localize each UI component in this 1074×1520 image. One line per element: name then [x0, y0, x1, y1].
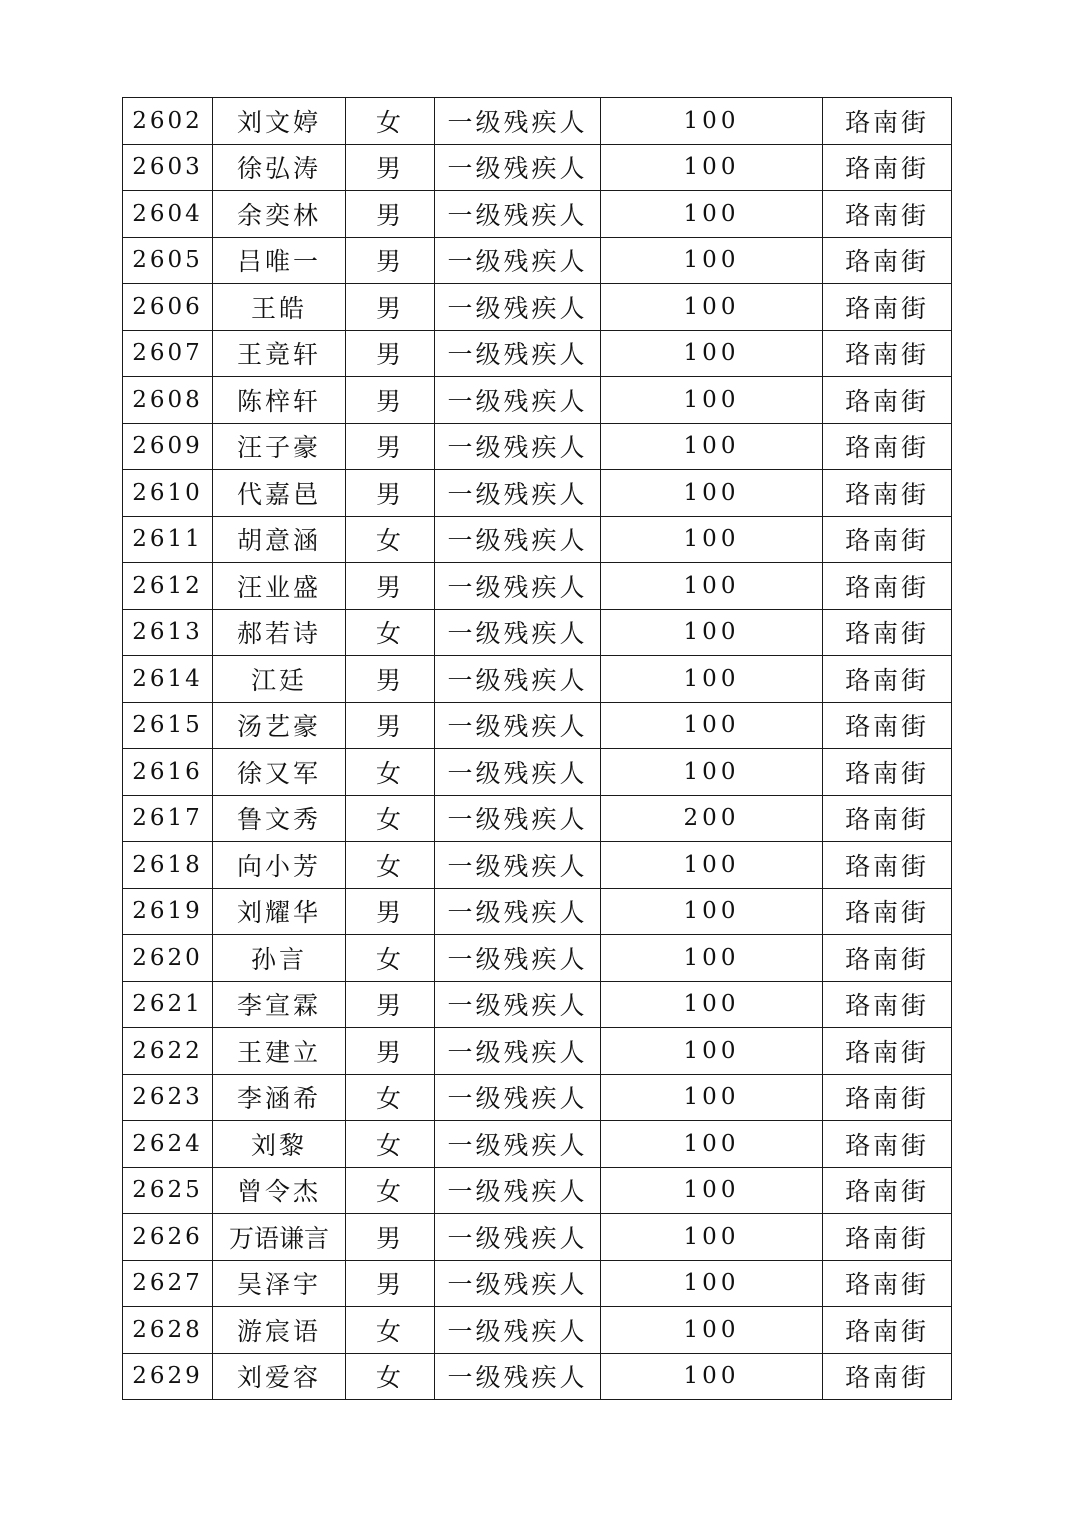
street-cell: 珞南街 [823, 423, 952, 470]
row-number-cell: 2614 [123, 656, 213, 703]
amount-cell: 100 [601, 1074, 823, 1121]
category-cell: 一级残疾人 [435, 656, 601, 703]
table-row [123, 656, 952, 703]
table-row [123, 377, 952, 424]
name-cell: 王竟轩 [213, 330, 346, 377]
name-cell: 鲁文秀 [213, 795, 346, 842]
table-row [123, 470, 952, 517]
row-number-cell: 2616 [123, 749, 213, 796]
table-row [123, 1307, 952, 1354]
row-number-cell: 2604 [123, 191, 213, 238]
category-cell: 一级残疾人 [435, 1353, 601, 1400]
category-cell: 一级残疾人 [435, 981, 601, 1028]
street-cell: 珞南街 [823, 609, 952, 656]
row-number-cell: 2622 [123, 1028, 213, 1075]
name-cell: 游宸语 [213, 1307, 346, 1354]
street-cell: 珞南街 [823, 1260, 952, 1307]
gender-cell: 女 [346, 1167, 435, 1214]
amount-cell: 100 [601, 284, 823, 331]
name-cell: 余奕林 [213, 191, 346, 238]
amount-cell: 100 [601, 516, 823, 563]
gender-cell: 女 [346, 1353, 435, 1400]
category-cell: 一级残疾人 [435, 609, 601, 656]
table-row [123, 191, 952, 238]
street-cell: 珞南街 [823, 191, 952, 238]
name-cell: 徐又军 [213, 749, 346, 796]
category-cell: 一级残疾人 [435, 842, 601, 889]
street-cell: 珞南街 [823, 1167, 952, 1214]
name-cell: 孙言 [213, 935, 346, 982]
table-row [123, 563, 952, 610]
street-cell: 珞南街 [823, 516, 952, 563]
row-number-cell: 2606 [123, 284, 213, 331]
table-row [123, 237, 952, 284]
gender-cell: 男 [346, 330, 435, 377]
category-cell: 一级残疾人 [435, 563, 601, 610]
category-cell: 一级残疾人 [435, 749, 601, 796]
name-cell: 汪子豪 [213, 423, 346, 470]
amount-cell: 100 [601, 144, 823, 191]
gender-cell: 女 [346, 516, 435, 563]
name-cell: 徐弘涛 [213, 144, 346, 191]
street-cell: 珞南街 [823, 284, 952, 331]
table-row [123, 1260, 952, 1307]
table-row [123, 842, 952, 889]
row-number-cell: 2610 [123, 470, 213, 517]
gender-cell: 男 [346, 1028, 435, 1075]
gender-cell: 男 [346, 423, 435, 470]
category-cell: 一级残疾人 [435, 237, 601, 284]
gender-cell: 女 [346, 609, 435, 656]
street-cell: 珞南街 [823, 981, 952, 1028]
category-cell: 一级残疾人 [435, 1307, 601, 1354]
category-cell: 一级残疾人 [435, 935, 601, 982]
table-row [123, 1353, 952, 1400]
row-number-cell: 2612 [123, 563, 213, 610]
amount-cell: 100 [601, 981, 823, 1028]
gender-cell: 男 [346, 470, 435, 517]
category-cell: 一级残疾人 [435, 702, 601, 749]
name-cell: 李涵希 [213, 1074, 346, 1121]
row-number-cell: 2627 [123, 1260, 213, 1307]
amount-cell: 100 [601, 935, 823, 982]
table-row [123, 981, 952, 1028]
name-cell: 汪业盛 [213, 563, 346, 610]
category-cell: 一级残疾人 [435, 423, 601, 470]
subsidy-table [122, 97, 952, 1400]
name-cell: 曾令杰 [213, 1167, 346, 1214]
row-number-cell: 2609 [123, 423, 213, 470]
table-row [123, 702, 952, 749]
amount-cell: 100 [601, 749, 823, 796]
name-cell: 吴泽宇 [213, 1260, 346, 1307]
gender-cell: 男 [346, 981, 435, 1028]
name-cell: 陈梓轩 [213, 377, 346, 424]
category-cell: 一级残疾人 [435, 98, 601, 145]
row-number-cell: 2605 [123, 237, 213, 284]
gender-cell: 女 [346, 749, 435, 796]
row-number-cell: 2602 [123, 98, 213, 145]
amount-cell: 100 [601, 888, 823, 935]
amount-cell: 100 [601, 1307, 823, 1354]
category-cell: 一级残疾人 [435, 1028, 601, 1075]
street-cell: 珞南街 [823, 1074, 952, 1121]
amount-cell: 200 [601, 795, 823, 842]
amount-cell: 100 [601, 191, 823, 238]
name-cell: 江廷 [213, 656, 346, 703]
amount-cell: 100 [601, 1260, 823, 1307]
name-cell: 刘黎 [213, 1121, 346, 1168]
gender-cell: 男 [346, 702, 435, 749]
street-cell: 珞南街 [823, 1028, 952, 1075]
name-cell: 代嘉邑 [213, 470, 346, 517]
street-cell: 珞南街 [823, 749, 952, 796]
gender-cell: 男 [346, 563, 435, 610]
category-cell: 一级残疾人 [435, 191, 601, 238]
street-cell: 珞南街 [823, 888, 952, 935]
amount-cell: 100 [601, 1167, 823, 1214]
amount-cell: 100 [601, 330, 823, 377]
row-number-cell: 2611 [123, 516, 213, 563]
gender-cell: 男 [346, 1214, 435, 1261]
gender-cell: 女 [346, 842, 435, 889]
category-cell: 一级残疾人 [435, 284, 601, 331]
amount-cell: 100 [601, 1353, 823, 1400]
row-number-cell: 2603 [123, 144, 213, 191]
row-number-cell: 2608 [123, 377, 213, 424]
amount-cell: 100 [601, 842, 823, 889]
name-cell: 王建立 [213, 1028, 346, 1075]
category-cell: 一级残疾人 [435, 1214, 601, 1261]
row-number-cell: 2623 [123, 1074, 213, 1121]
table-row [123, 144, 952, 191]
table-row [123, 1028, 952, 1075]
table-row [123, 1167, 952, 1214]
street-cell: 珞南街 [823, 1353, 952, 1400]
amount-cell: 100 [601, 1214, 823, 1261]
name-cell: 刘爱容 [213, 1353, 346, 1400]
gender-cell: 男 [346, 377, 435, 424]
street-cell: 珞南街 [823, 330, 952, 377]
table-row [123, 1214, 952, 1261]
row-number-cell: 2618 [123, 842, 213, 889]
gender-cell: 男 [346, 888, 435, 935]
table-row [123, 1074, 952, 1121]
row-number-cell: 2621 [123, 981, 213, 1028]
row-number-cell: 2625 [123, 1167, 213, 1214]
amount-cell: 100 [601, 1028, 823, 1075]
street-cell: 珞南街 [823, 1307, 952, 1354]
name-cell: 刘耀华 [213, 888, 346, 935]
gender-cell: 女 [346, 795, 435, 842]
name-cell: 向小芳 [213, 842, 346, 889]
row-number-cell: 2628 [123, 1307, 213, 1354]
category-cell: 一级残疾人 [435, 1167, 601, 1214]
amount-cell: 100 [601, 609, 823, 656]
street-cell: 珞南街 [823, 563, 952, 610]
table-row [123, 795, 952, 842]
gender-cell: 男 [346, 191, 435, 238]
name-cell: 万语谦言 [213, 1214, 346, 1261]
street-cell: 珞南街 [823, 237, 952, 284]
table-row [123, 749, 952, 796]
amount-cell: 100 [601, 377, 823, 424]
row-number-cell: 2624 [123, 1121, 213, 1168]
street-cell: 珞南街 [823, 1214, 952, 1261]
row-number-cell: 2619 [123, 888, 213, 935]
category-cell: 一级残疾人 [435, 1260, 601, 1307]
category-cell: 一级残疾人 [435, 144, 601, 191]
street-cell: 珞南街 [823, 795, 952, 842]
category-cell: 一级残疾人 [435, 1121, 601, 1168]
row-number-cell: 2615 [123, 702, 213, 749]
gender-cell: 男 [346, 284, 435, 331]
table-row [123, 888, 952, 935]
street-cell: 珞南街 [823, 1121, 952, 1168]
street-cell: 珞南街 [823, 144, 952, 191]
category-cell: 一级残疾人 [435, 1074, 601, 1121]
table-row [123, 284, 952, 331]
name-cell: 吕唯一 [213, 237, 346, 284]
street-cell: 珞南街 [823, 470, 952, 517]
gender-cell: 男 [346, 144, 435, 191]
street-cell: 珞南街 [823, 656, 952, 703]
table-row [123, 609, 952, 656]
category-cell: 一级残疾人 [435, 795, 601, 842]
row-number-cell: 2613 [123, 609, 213, 656]
row-number-cell: 2629 [123, 1353, 213, 1400]
table-row [123, 516, 952, 563]
name-cell: 汤艺豪 [213, 702, 346, 749]
gender-cell: 男 [346, 1260, 435, 1307]
amount-cell: 100 [601, 98, 823, 145]
name-cell: 郝若诗 [213, 609, 346, 656]
category-cell: 一级残疾人 [435, 470, 601, 517]
street-cell: 珞南街 [823, 935, 952, 982]
amount-cell: 100 [601, 656, 823, 703]
category-cell: 一级残疾人 [435, 888, 601, 935]
name-cell: 王皓 [213, 284, 346, 331]
category-cell: 一级残疾人 [435, 377, 601, 424]
category-cell: 一级残疾人 [435, 516, 601, 563]
street-cell: 珞南街 [823, 377, 952, 424]
row-number-cell: 2620 [123, 935, 213, 982]
amount-cell: 100 [601, 423, 823, 470]
table-row [123, 330, 952, 377]
name-cell: 刘文婷 [213, 98, 346, 145]
gender-cell: 男 [346, 656, 435, 703]
amount-cell: 100 [601, 563, 823, 610]
table-row [123, 1121, 952, 1168]
row-number-cell: 2617 [123, 795, 213, 842]
table-row [123, 935, 952, 982]
gender-cell: 女 [346, 1074, 435, 1121]
table-row [123, 423, 952, 470]
street-cell: 珞南街 [823, 842, 952, 889]
gender-cell: 女 [346, 1121, 435, 1168]
table-row [123, 98, 952, 145]
amount-cell: 100 [601, 237, 823, 284]
name-cell: 李宣霖 [213, 981, 346, 1028]
gender-cell: 男 [346, 237, 435, 284]
table-body [123, 98, 952, 1400]
gender-cell: 女 [346, 98, 435, 145]
gender-cell: 女 [346, 1307, 435, 1354]
gender-cell: 女 [346, 935, 435, 982]
row-number-cell: 2607 [123, 330, 213, 377]
category-cell: 一级残疾人 [435, 330, 601, 377]
street-cell: 珞南街 [823, 702, 952, 749]
amount-cell: 100 [601, 1121, 823, 1168]
name-cell: 胡意涵 [213, 516, 346, 563]
street-cell: 珞南街 [823, 98, 952, 145]
amount-cell: 100 [601, 470, 823, 517]
row-number-cell: 2626 [123, 1214, 213, 1261]
amount-cell: 100 [601, 702, 823, 749]
